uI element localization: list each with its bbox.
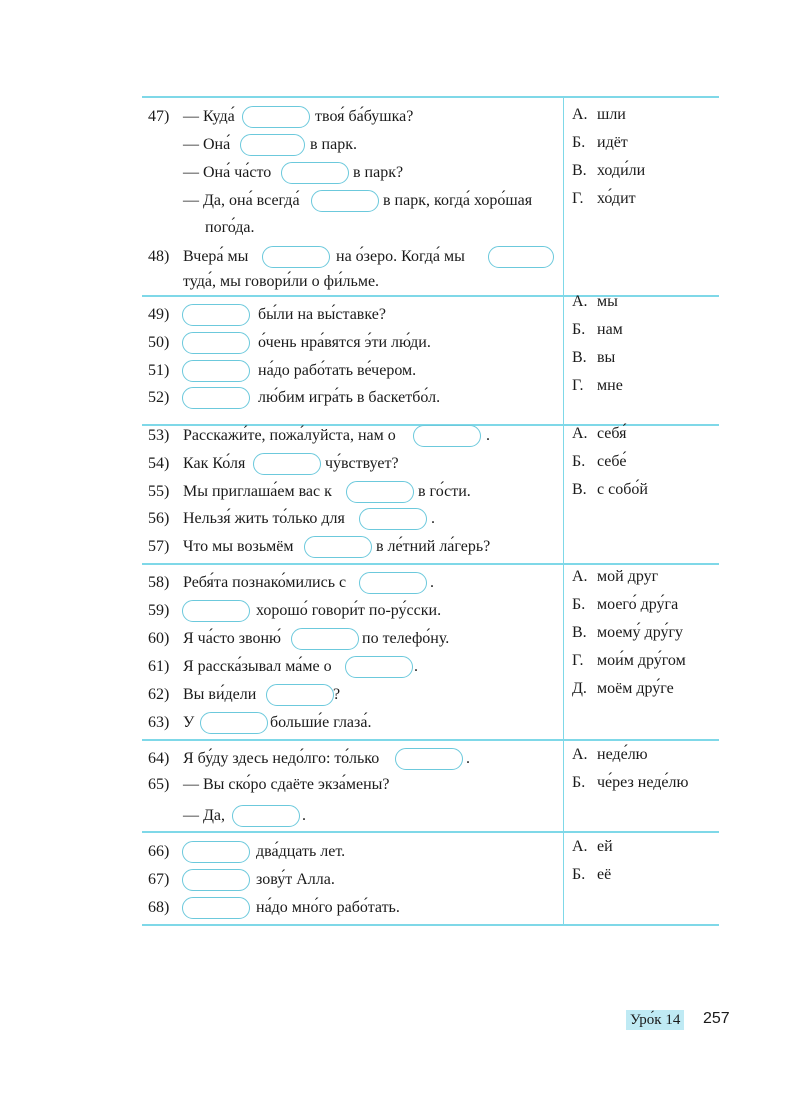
question-text: по телефо́ну. <box>362 630 450 647</box>
answer-option <box>572 290 618 314</box>
question-text: . <box>486 427 490 444</box>
question-number: 68) <box>148 899 170 916</box>
horizontal-rule <box>142 924 719 926</box>
question-number: 62) <box>148 686 170 703</box>
answer-option <box>572 131 628 155</box>
option-letter: Б. <box>572 321 586 338</box>
option-letter: А. <box>572 746 588 763</box>
question-number: 64) <box>148 750 170 767</box>
question-number: 60) <box>148 630 170 647</box>
question-text: . <box>430 574 434 591</box>
question-text: . <box>431 510 435 527</box>
answer-option <box>572 346 615 370</box>
answer-option <box>572 374 623 398</box>
option-text: ей <box>597 838 613 855</box>
answer-blank[interactable] <box>281 162 349 184</box>
question-text: Я ча́сто звоню́ <box>183 630 281 647</box>
answer-blank[interactable] <box>413 425 481 447</box>
option-text: идёт <box>597 134 628 151</box>
question-number: 55) <box>148 483 170 500</box>
answer-option <box>572 771 688 795</box>
answer-blank[interactable] <box>242 106 310 128</box>
answer-blank[interactable] <box>266 684 334 706</box>
option-text: себя́ <box>597 425 627 442</box>
option-letter: Б. <box>572 596 586 613</box>
question-text: в парк? <box>353 164 404 181</box>
question-text: хорошо́ говори́т по-ру́сски. <box>256 602 442 619</box>
option-letter: В. <box>572 349 587 366</box>
question-text: на о́зеро. Когда́ мы <box>336 248 465 265</box>
option-letter: В. <box>572 624 587 641</box>
answer-option <box>572 835 613 859</box>
option-letter: Д. <box>572 680 587 697</box>
option-text: себе́ <box>597 453 627 470</box>
question-text: Что мы возьмём <box>183 538 294 555</box>
option-text: с собо́й <box>597 481 648 498</box>
answer-blank[interactable] <box>345 656 413 678</box>
option-text: моему́ дру́гу <box>597 624 684 641</box>
question-text: — Да, <box>183 807 226 824</box>
option-letter: Г. <box>572 652 584 669</box>
answer-option <box>572 478 648 502</box>
answer-blank[interactable] <box>253 453 321 475</box>
option-text: ходи́ли <box>597 162 646 179</box>
question-number: 61) <box>148 658 170 675</box>
answer-blank[interactable] <box>182 841 250 863</box>
answer-blank[interactable] <box>240 134 305 156</box>
option-text: моём дру́ге <box>597 680 674 697</box>
option-letter: А. <box>572 425 588 442</box>
question-text: . <box>466 750 470 767</box>
question-text: бы́ли на вы́ставке? <box>258 306 386 323</box>
question-number: 58) <box>148 574 170 591</box>
option-letter: Б. <box>572 866 586 883</box>
option-letter: Б. <box>572 774 586 791</box>
question-text: в парк. <box>310 136 357 153</box>
answer-blank[interactable] <box>359 572 427 594</box>
option-text: мне <box>597 377 623 394</box>
option-letter: А. <box>572 106 588 123</box>
question-number: 51) <box>148 362 170 379</box>
question-number: 57) <box>148 538 170 555</box>
answer-option <box>572 863 611 887</box>
answer-option <box>572 743 648 767</box>
answer-option <box>572 422 627 446</box>
answer-option <box>572 103 626 127</box>
option-letter: А. <box>572 568 588 585</box>
answer-option <box>572 593 678 617</box>
horizontal-rule <box>142 831 719 833</box>
question-number: 52) <box>148 389 170 406</box>
answer-blank[interactable] <box>359 508 427 530</box>
option-letter: В. <box>572 162 587 179</box>
option-text: неде́лю <box>597 746 648 763</box>
question-text: — Она́ <box>183 136 231 153</box>
question-text: Вы ви́дели <box>183 686 257 703</box>
question-text: в ле́тний ла́герь? <box>376 538 491 555</box>
answer-option <box>572 450 626 474</box>
answer-blank[interactable] <box>182 387 250 409</box>
answer-blank[interactable] <box>182 600 250 622</box>
answer-option <box>572 677 674 701</box>
horizontal-rule <box>142 295 719 297</box>
question-text: на́до рабо́тать ве́чером. <box>258 362 417 379</box>
answer-option <box>572 649 686 673</box>
answer-blank[interactable] <box>488 246 554 268</box>
question-text: Как Ко́ля <box>183 455 246 472</box>
answer-blank[interactable] <box>304 536 372 558</box>
question-number: 49) <box>148 306 170 323</box>
question-text: Я расска́зывал ма́ме о <box>183 658 332 675</box>
question-text: — Куда́ <box>183 108 235 125</box>
horizontal-rule <box>142 739 719 741</box>
option-letter: Г. <box>572 190 584 207</box>
question-text: Ребя́та познако́мились с <box>183 574 347 591</box>
question-text: Расскажи́те, пожа́луйста, нам о <box>183 427 396 444</box>
question-text: твоя́ ба́бушка? <box>315 108 414 125</box>
question-text: Мы приглаша́ем вас к <box>183 483 332 500</box>
question-text: чу́вствует? <box>325 455 399 472</box>
horizontal-rule <box>142 96 719 98</box>
answer-blank[interactable] <box>262 246 330 268</box>
option-text: мои́м дру́гом <box>597 652 686 669</box>
question-number: 67) <box>148 871 170 888</box>
question-text: пого́да. <box>205 219 255 236</box>
answer-option <box>572 187 636 211</box>
option-text: шли <box>597 106 626 123</box>
option-letter: Б. <box>572 134 586 151</box>
answer-blank[interactable] <box>395 748 463 770</box>
question-text: в парк, когда́ хоро́шая <box>383 192 533 209</box>
question-number: 59) <box>148 602 170 619</box>
question-text: на́до мно́го рабо́тать. <box>256 899 400 916</box>
answer-option <box>572 318 623 342</box>
question-text: о́чень нра́вятся э́ти лю́ди. <box>258 334 431 351</box>
option-letter: Г. <box>572 377 584 394</box>
question-text: ? <box>333 686 341 703</box>
answer-blank[interactable] <box>232 805 300 827</box>
answer-blank[interactable] <box>182 360 250 382</box>
answer-blank[interactable] <box>291 628 359 650</box>
option-letter: В. <box>572 481 587 498</box>
question-number: 47) <box>148 108 170 125</box>
lesson-label: Уро́к 14 <box>626 1010 684 1030</box>
option-letter: Б. <box>572 453 586 470</box>
question-text: — Она́ ча́сто <box>183 164 272 181</box>
option-text: моего́ дру́га <box>597 596 679 613</box>
answer-blank[interactable] <box>346 481 414 503</box>
question-text: — Да, она́ всегда́ <box>183 192 300 209</box>
option-text: мы <box>597 293 618 310</box>
option-text: че́рез неде́лю <box>597 774 689 791</box>
option-text: хо́дит <box>597 190 636 207</box>
answer-blank[interactable] <box>182 332 250 354</box>
question-text: в го́сти. <box>418 483 471 500</box>
question-number: 63) <box>148 714 170 731</box>
question-text: туда́, мы говори́ли о фи́льме. <box>183 273 380 290</box>
option-text: мой друг <box>597 568 659 585</box>
question-number: 54) <box>148 455 170 472</box>
question-text: — Вы ско́ро сдаёте экза́мены? <box>183 776 390 793</box>
option-text: вы <box>597 349 616 366</box>
question-text: Нельзя́ жить то́лько для <box>183 510 345 527</box>
question-text: лю́бим игра́ть в баскетбо́л. <box>258 389 441 406</box>
question-text: два́дцать лет. <box>256 843 346 860</box>
question-number: 56) <box>148 510 170 527</box>
page-number: 257 <box>703 1010 730 1027</box>
option-letter: А. <box>572 838 588 855</box>
vertical-rule <box>563 97 564 925</box>
question-number: 66) <box>148 843 170 860</box>
option-text: нам <box>597 321 623 338</box>
answer-blank[interactable] <box>200 712 268 734</box>
answer-option <box>572 565 658 589</box>
answer-option <box>572 159 645 183</box>
question-text: Вчера́ мы <box>183 248 249 265</box>
answer-option <box>572 621 683 645</box>
question-text: больши́е глаза́. <box>270 714 372 731</box>
question-text: . <box>302 807 306 824</box>
answer-blank[interactable] <box>182 304 250 326</box>
question-text: . <box>414 658 418 675</box>
question-number: 50) <box>148 334 170 351</box>
question-text: зову́т Алла. <box>256 871 335 888</box>
question-text: У <box>183 714 195 731</box>
question-number: 65) <box>148 776 170 793</box>
option-letter: А. <box>572 293 588 310</box>
answer-blank[interactable] <box>311 190 379 212</box>
question-text: Я бу́ду здесь недо́лго: то́лько <box>183 750 380 767</box>
option-text: её <box>597 866 612 883</box>
question-number: 48) <box>148 248 170 265</box>
answer-blank[interactable] <box>182 869 250 891</box>
answer-blank[interactable] <box>182 897 250 919</box>
question-number: 53) <box>148 427 170 444</box>
